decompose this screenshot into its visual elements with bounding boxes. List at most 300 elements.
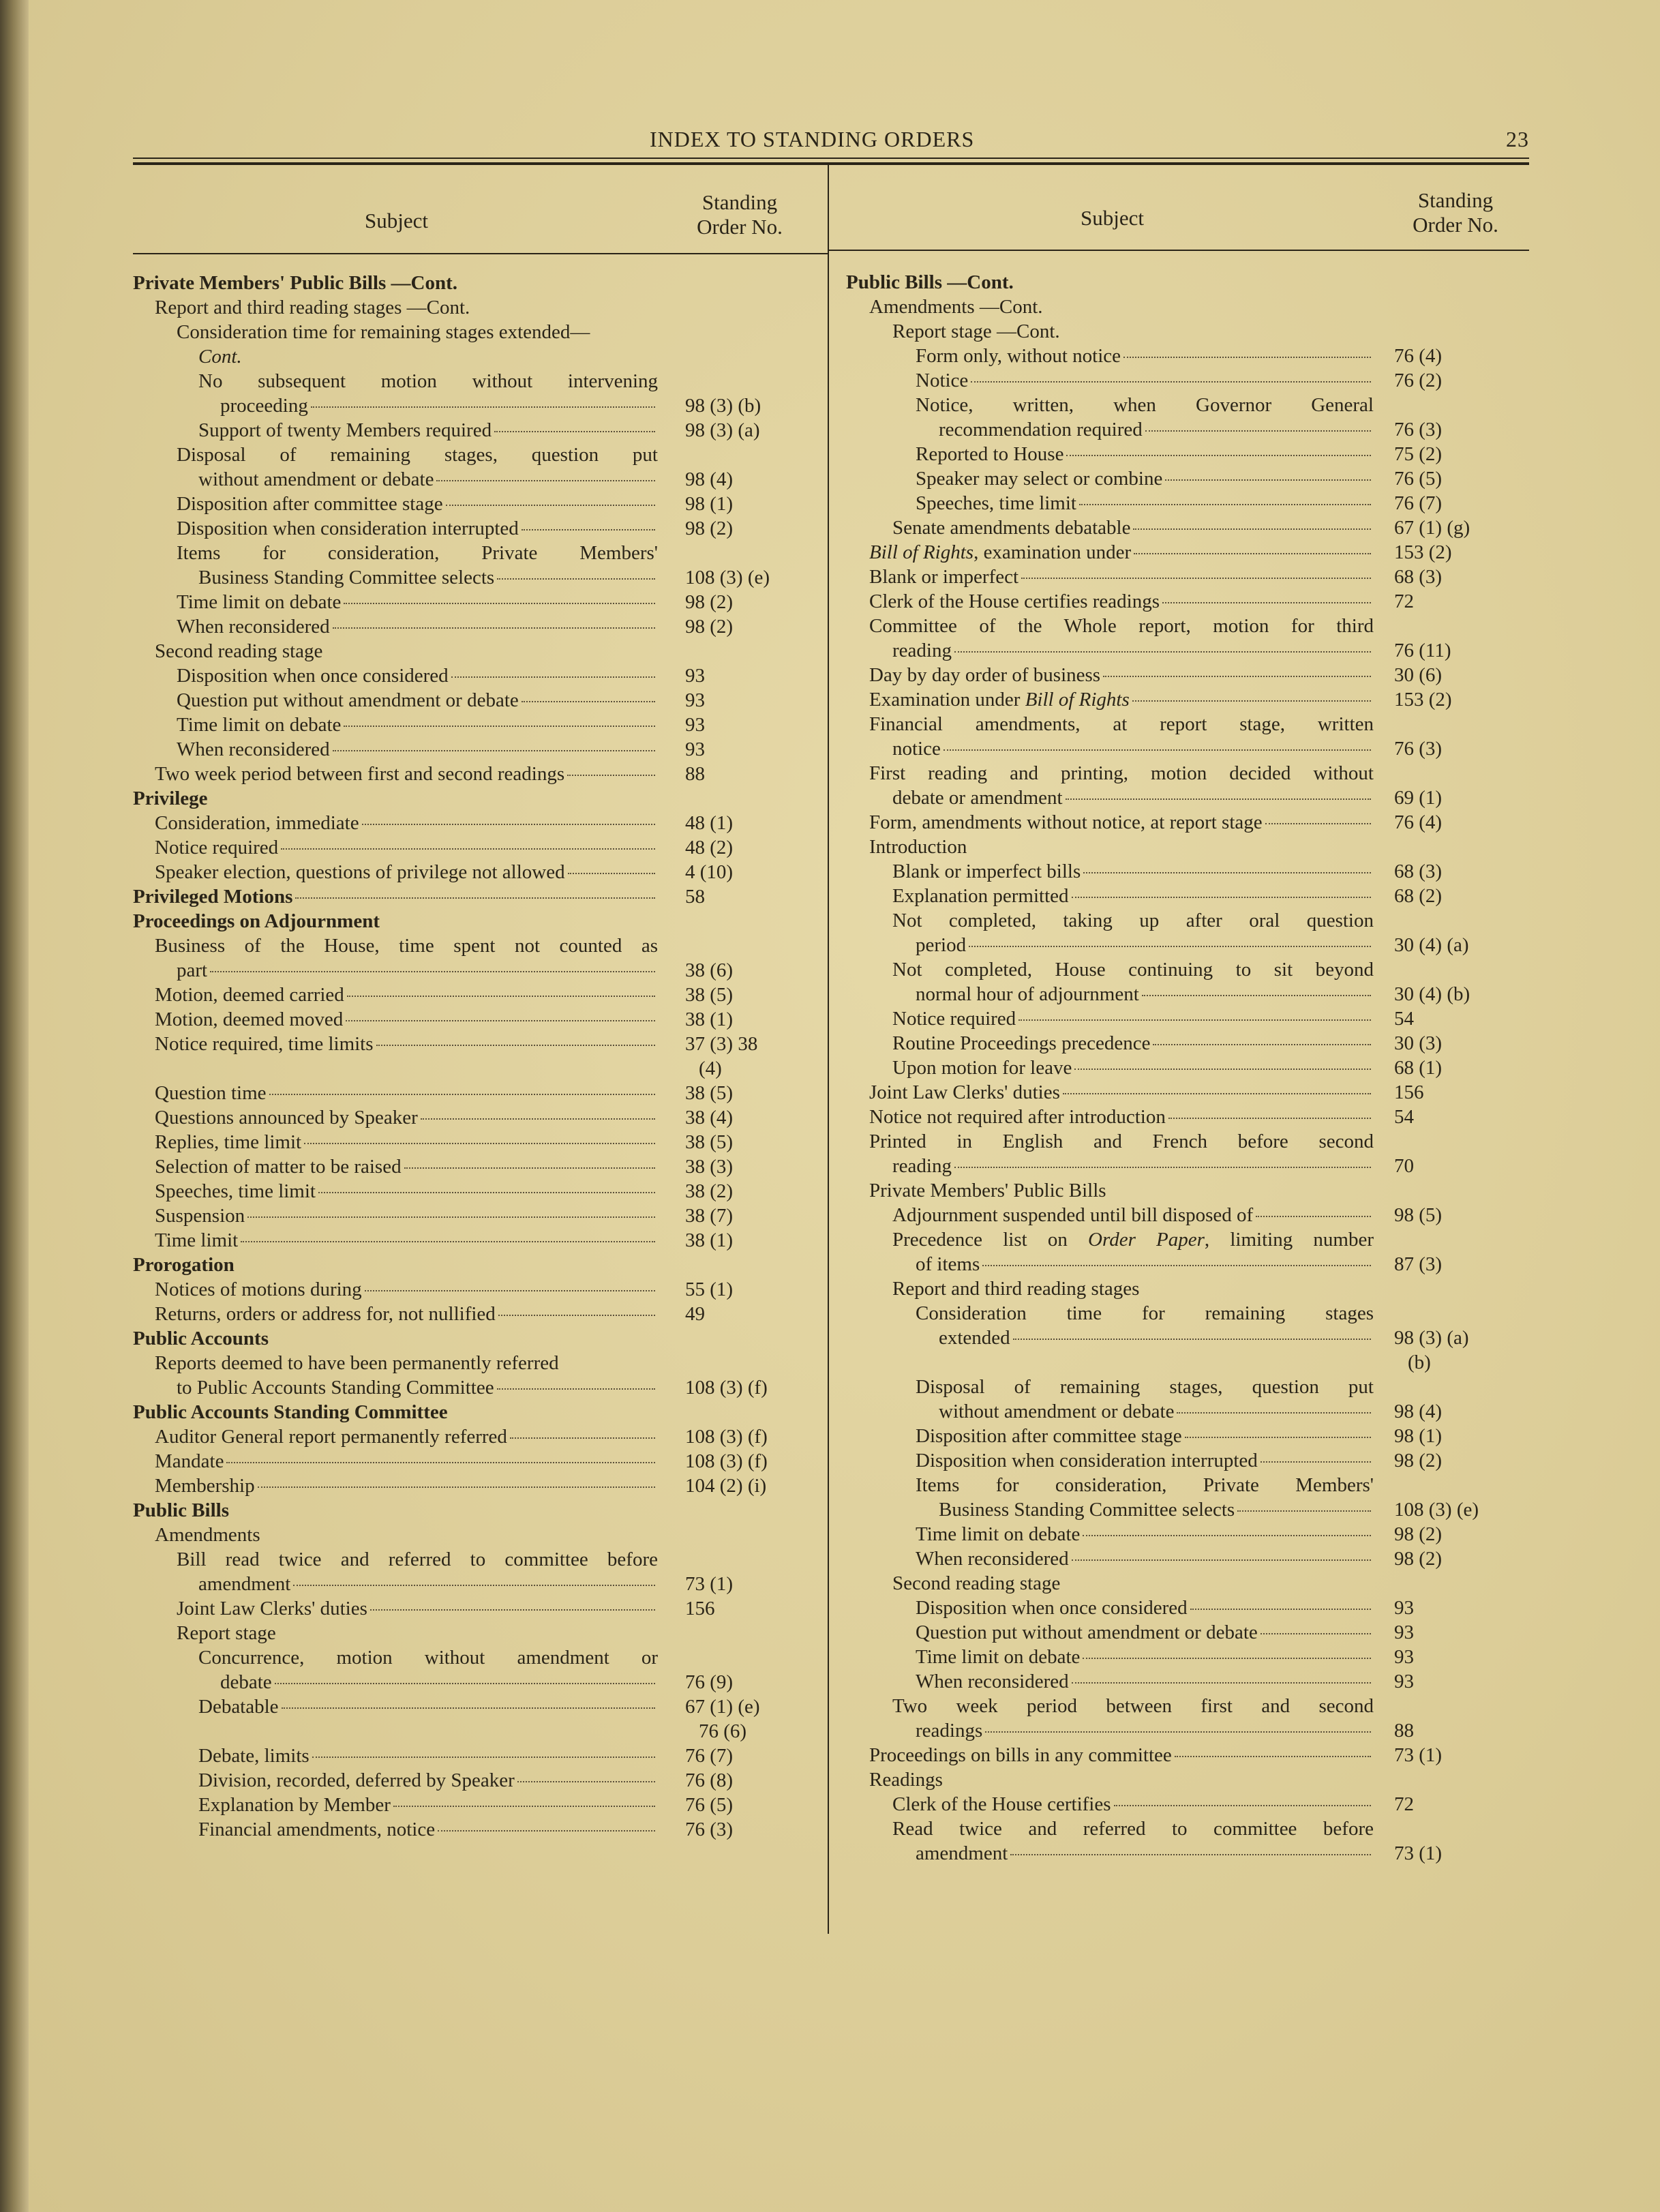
index-entry: [828, 1743, 1443, 1767]
dot-leader: [1072, 1559, 1371, 1561]
standing-order-ref: 67 (1) (g): [1394, 517, 1470, 539]
dot-leader: [1083, 1658, 1371, 1659]
entry-subject: Consideration time for remaining stages: [916, 1302, 1374, 1324]
entry-subject: Clerk of the House certifies: [892, 1793, 1111, 1815]
index-entry: [133, 1424, 768, 1449]
standing-order-ref: 76 (4): [1394, 811, 1443, 833]
index-entry: [133, 1204, 734, 1228]
entry-subject: readings: [916, 1720, 983, 1742]
standing-order-ref: 48 (1): [685, 812, 734, 834]
dot-leader: [1132, 700, 1371, 702]
entry-subject: Disposal of remaining stages, question put: [916, 1376, 1374, 1398]
dot-leader: [1177, 1412, 1371, 1414]
dot-leader: [568, 873, 655, 874]
entry-subject: Notice not required after introduction: [869, 1106, 1166, 1128]
index-entry: [133, 1768, 734, 1793]
index-entry: [828, 1399, 1443, 1424]
index-entry: [133, 958, 734, 983]
index-entry: [828, 614, 1374, 638]
entry-subject: normal hour of adjournment: [916, 983, 1139, 1005]
entry-subject: without amendment or debate: [198, 468, 434, 490]
standing-order-ref: 108 (3) (e): [1394, 1499, 1479, 1521]
index-entry: [133, 1719, 747, 1744]
entry-subject: period: [916, 934, 967, 956]
dot-leader: [370, 1609, 655, 1611]
subject-header: Subject: [1081, 206, 1144, 230]
index-entry: [133, 983, 734, 1007]
dot-leader: [1021, 578, 1371, 579]
page-header: [133, 127, 1529, 154]
dot-leader: [1145, 430, 1371, 432]
standing-order-ref: 68 (3): [1394, 861, 1443, 882]
index-entry: [133, 713, 705, 737]
subject-header: Subject: [365, 209, 428, 233]
dot-leader: [210, 971, 655, 972]
index-entry: [828, 786, 1443, 810]
standing-order-ref: 156: [1394, 1081, 1424, 1103]
entry-subject: Not completed, taking up after oral question: [892, 910, 1374, 931]
index-heading: [133, 786, 658, 811]
index-entry: [828, 1350, 1431, 1375]
index-entry: [828, 638, 1451, 663]
index-entry: [828, 884, 1443, 908]
entry-subject: Notices of motions during: [155, 1279, 362, 1300]
index-entry: [133, 1375, 768, 1400]
dot-leader: [1153, 1044, 1371, 1045]
entry-subject: When reconsidered: [177, 738, 330, 760]
index-entry: [828, 1546, 1443, 1571]
index-entry: [828, 1792, 1414, 1817]
standing-order-ref: 98 (4): [685, 468, 734, 490]
standing-order-header: Standing Order No.: [697, 190, 783, 239]
dot-leader: [365, 1290, 655, 1291]
standing-order-ref: 153 (2): [1394, 541, 1452, 563]
index-entry: [133, 1670, 734, 1694]
standing-order-ref: 4 (10): [685, 861, 734, 883]
entry-subject: proceeding: [220, 395, 308, 417]
index-entry: [828, 1326, 1469, 1350]
index-entry: [133, 1817, 734, 1842]
index-entry: [133, 516, 734, 541]
index-entry: [133, 1793, 734, 1817]
standing-order-ref: 98 (1): [685, 493, 734, 515]
index-entry: [828, 1031, 1443, 1056]
entry-subject: Notice, written, when Governor General: [916, 394, 1374, 416]
dot-leader: [275, 1683, 655, 1684]
dot-leader: [1168, 1118, 1371, 1119]
entry-subject: reading: [892, 640, 952, 661]
index-entry: [828, 442, 1443, 466]
dot-leader: [1175, 1756, 1371, 1757]
index-entry: [828, 1841, 1443, 1866]
entry-subject: Membership: [155, 1475, 255, 1497]
index-entry: [133, 1130, 734, 1154]
standing-order-ref: (4): [699, 1058, 722, 1079]
index-entry: [133, 1744, 734, 1768]
dot-leader: [451, 676, 655, 678]
entry-subject: Read twice and referred to committee before: [892, 1818, 1374, 1840]
entry-subject: Financial amendments, at report stage, written: [869, 713, 1374, 735]
dot-leader: [247, 1216, 655, 1218]
index-entry: [828, 1178, 1374, 1203]
standing-order-ref: 38 (5): [685, 1131, 734, 1153]
standing-order-ref: 70: [1394, 1155, 1414, 1177]
standing-order-ref: 30 (4) (a): [1394, 934, 1469, 956]
index-entry: [133, 811, 734, 835]
entry-subject: Question put without amendment or debate: [916, 1621, 1258, 1643]
index-entry: [133, 688, 705, 713]
dot-leader: [318, 1192, 655, 1193]
standing-order-ref: 98 (2): [685, 518, 734, 539]
index-entry: [133, 443, 658, 467]
entry-subject: Division, recorded, deferred by Speaker: [198, 1769, 515, 1791]
entry-subject: Senate amendments debatable: [892, 517, 1131, 539]
standing-order-ref: 93: [1394, 1671, 1414, 1692]
entry-subject: Report and third reading stages —Cont.: [155, 297, 470, 318]
dot-leader: [1066, 455, 1371, 456]
standing-order-ref: 93: [685, 665, 705, 687]
standing-order-ref: 108 (3) (f): [685, 1450, 768, 1472]
standing-order-ref: 153 (2): [1394, 689, 1452, 711]
dot-leader: [1190, 1609, 1371, 1610]
index-entry: [828, 1448, 1443, 1473]
entry-subject: Speeches, time limit: [916, 492, 1076, 514]
index-entry: [133, 1032, 758, 1056]
index-entry: [133, 1645, 658, 1670]
entry-subject: Adjournment suspended until bill disposed of: [892, 1204, 1254, 1226]
entry-subject: Prorogation: [133, 1254, 235, 1276]
left-column-header: [133, 188, 828, 250]
standing-order-ref: 98 (4): [1394, 1401, 1443, 1422]
index-entry: [828, 1080, 1424, 1105]
entry-subject: Readings: [869, 1769, 943, 1791]
standing-order-ref: 67 (1) (e): [685, 1696, 760, 1718]
standing-order-ref: 93: [685, 689, 705, 711]
page-number: 23: [1506, 127, 1529, 151]
dot-leader: [1261, 1461, 1371, 1463]
dot-leader: [446, 505, 655, 506]
index-entry: [828, 810, 1443, 835]
entry-subject: debate or amendment: [892, 787, 1063, 809]
dot-leader: [1066, 798, 1371, 800]
entry-subject: Routine Proceedings precedence: [892, 1032, 1151, 1054]
standing-order-ref: 68 (3): [1394, 566, 1443, 588]
standing-order-ref: 68 (2): [1394, 885, 1443, 907]
dot-leader: [347, 996, 655, 997]
entry-subject: Business of the House, time spent not counted as: [155, 935, 658, 957]
dot-leader: [1083, 872, 1371, 873]
entry-subject: Public Accounts: [133, 1328, 269, 1349]
dot-leader: [293, 1585, 655, 1586]
index-heading: [133, 1400, 658, 1424]
standing-order-ref: 73 (1): [685, 1573, 734, 1595]
entry-subject: Suspension: [155, 1205, 245, 1227]
entry-subject: Disposal of remaining stages, question put: [177, 444, 658, 466]
standing-order-ref: 73 (1): [1394, 1842, 1443, 1864]
entry-subject: Day by day order of business: [869, 664, 1101, 686]
standing-order-ref: 76 (5): [685, 1794, 734, 1816]
index-heading: [828, 270, 1374, 295]
index-entry: [133, 541, 658, 565]
entry-subject: Committee of the Whole report, motion for third: [869, 615, 1374, 637]
entry-subject: Not completed, House continuing to sit beyond: [892, 959, 1374, 981]
entry-subject: Debate, limits: [198, 1745, 310, 1767]
index-entry: [828, 1203, 1443, 1227]
dot-leader: [1074, 1068, 1371, 1070]
entry-subject: Report and third reading stages: [892, 1278, 1140, 1300]
standing-order-ref: 76 (5): [1394, 468, 1443, 490]
dot-leader: [1114, 1805, 1371, 1806]
index-entry: [133, 1596, 715, 1621]
standing-order-ref: 30 (4) (b): [1394, 983, 1470, 1005]
standing-order-ref: 76 (7): [1394, 492, 1443, 514]
entry-subject: Reports deemed to have been permanently referred: [155, 1352, 559, 1374]
entry-subject: Proceedings on bills in any committee: [869, 1744, 1172, 1766]
column-head-rule-right: [828, 250, 1529, 251]
index-entry: [133, 1081, 734, 1105]
index-entry: [828, 835, 1374, 859]
standing-order-ref: 108 (3) (e): [685, 567, 770, 588]
index-heading: [133, 1253, 658, 1277]
dot-leader: [522, 701, 655, 702]
index-entry: [828, 1522, 1443, 1546]
entry-subject: Items for consideration, Private Members': [916, 1474, 1374, 1496]
standing-order-ref: 98 (3) (a): [1394, 1327, 1469, 1349]
entry-subject: Proceedings on Adjournment: [133, 910, 380, 932]
index-entry: [133, 590, 734, 614]
index-entry: [133, 467, 734, 492]
index-entry: [828, 736, 1443, 761]
dot-leader: [1083, 1535, 1371, 1536]
entry-subject: Time limit on debate: [177, 591, 342, 613]
index-heading: [133, 271, 658, 295]
entry-subject: Auditor General report permanently referred: [155, 1426, 507, 1448]
entry-subject: Replies, time limit: [155, 1131, 302, 1153]
dot-leader: [1261, 1633, 1371, 1634]
entry-subject: Blank or imperfect: [869, 566, 1019, 588]
index-entry: [133, 1523, 658, 1547]
index-heading: [133, 884, 705, 909]
standing-order-header: Standing Order No.: [1413, 188, 1498, 237]
dot-leader: [304, 1143, 655, 1144]
left-index-entries: [133, 271, 828, 1842]
header-rule-bottom: [133, 162, 1529, 165]
index-entry: [133, 1547, 658, 1572]
standing-order-ref: 54: [1394, 1106, 1414, 1128]
entry-subject: Selection of matter to be raised: [155, 1156, 402, 1178]
dot-leader: [393, 1806, 655, 1807]
entry-subject: Bill read twice and referred to committee before: [177, 1549, 658, 1570]
entry-subject: Two week period between first and second readings: [155, 763, 565, 785]
standing-order-ref: 38 (6): [685, 959, 734, 981]
index-entry: [133, 639, 658, 663]
entry-subject: Public Bills: [133, 1499, 230, 1521]
standing-order-ref: 76 (11): [1394, 640, 1451, 661]
entry-subject: without amendment or debate: [939, 1401, 1175, 1422]
index-entry: [133, 320, 658, 344]
entry-subject: Returns, orders or address for, not nullified: [155, 1303, 496, 1325]
standing-order-ref: 93: [685, 738, 705, 760]
index-entry: [828, 859, 1443, 884]
standing-order-ref: 88: [1394, 1720, 1414, 1742]
dot-leader: [497, 578, 655, 580]
index-entry: [133, 1056, 722, 1081]
index-entry: [133, 1621, 658, 1645]
dot-leader: [1079, 504, 1371, 505]
index-entry: [828, 1645, 1414, 1669]
entry-subject: extended: [939, 1327, 1010, 1349]
index-entry: [828, 712, 1374, 736]
standing-order-ref: 76 (3): [1394, 419, 1443, 440]
index-entry: [133, 1228, 734, 1253]
standing-order-ref: 98 (5): [1394, 1204, 1443, 1226]
dot-leader: [954, 651, 1371, 653]
entry-subject: to Public Accounts Standing Committee: [177, 1377, 494, 1399]
entry-subject: Second reading stage: [892, 1572, 1061, 1594]
standing-order-ref: 98 (2): [1394, 1548, 1443, 1570]
entry-subject: Joint Law Clerks' duties: [177, 1598, 367, 1619]
dot-leader: [1142, 995, 1371, 996]
entry-subject: Debatable: [198, 1696, 279, 1718]
standing-order-ref: 48 (2): [685, 837, 734, 858]
standing-order-ref: 76 (6): [699, 1720, 747, 1742]
entry-subject: Form only, without notice: [916, 345, 1121, 367]
dot-leader: [1072, 897, 1371, 898]
standing-order-ref: 68 (1): [1394, 1057, 1443, 1079]
index-entry: [828, 589, 1414, 614]
dot-leader: [1103, 676, 1371, 677]
entry-subject: No subsequent motion without intervening: [198, 370, 658, 392]
standing-order-ref: 98 (3) (b): [685, 395, 761, 417]
index-entry: [133, 614, 734, 639]
dot-leader: [333, 627, 655, 629]
dot-leader: [982, 1265, 1371, 1266]
index-entry: [828, 933, 1469, 957]
entry-subject: Privilege: [133, 788, 208, 809]
entry-subject: Support of twenty Members required: [198, 419, 492, 441]
standing-order-ref: 87 (3): [1394, 1253, 1443, 1275]
dot-leader: [333, 750, 655, 751]
index-entry: [828, 368, 1443, 393]
standing-order-ref: 72: [1394, 591, 1414, 612]
entry-subject: Speaker may select or combine: [916, 468, 1163, 490]
entry-subject: First reading and printing, motion decided without: [869, 762, 1374, 784]
entry-subject: Two week period between first and second: [892, 1695, 1374, 1717]
entry-subject: Privileged Motions: [133, 886, 293, 908]
entry-subject: Notice required: [892, 1008, 1016, 1030]
index-entry: [828, 491, 1443, 515]
index-entry: [133, 492, 734, 516]
dot-leader: [376, 1045, 655, 1046]
standing-order-ref: 76 (4): [1394, 345, 1443, 367]
entry-subject: of items: [916, 1253, 980, 1275]
index-entry: [828, 1105, 1414, 1129]
standing-order-ref: 76 (2): [1394, 370, 1443, 391]
index-heading: [133, 1326, 658, 1351]
entry-subject: Private Members' Public Bills —Cont.: [133, 272, 458, 294]
dot-leader: [344, 726, 655, 727]
index-entry: [828, 466, 1443, 491]
dot-leader: [1185, 1437, 1371, 1438]
index-entry: [828, 1227, 1374, 1252]
entry-subject: Explanation permitted: [892, 885, 1069, 907]
index-entry: [828, 1424, 1443, 1448]
entry-subject: Disposition after committee stage: [177, 493, 443, 515]
entry-subject: Time limit on debate: [916, 1523, 1081, 1545]
index-entry: [828, 1497, 1479, 1522]
standing-order-ref: 72: [1394, 1793, 1414, 1815]
standing-order-ref: 38 (3): [685, 1156, 734, 1178]
index-entry: [133, 295, 658, 320]
right-column-header: [828, 188, 1529, 250]
entry-subject: When reconsidered: [916, 1548, 1069, 1570]
entry-subject: Second reading stage: [155, 640, 323, 662]
index-entry: [828, 982, 1470, 1006]
entry-subject: Question time: [155, 1082, 267, 1104]
dot-leader: [436, 480, 655, 481]
entry-subject: Upon motion for leave: [892, 1057, 1072, 1079]
index-entry: [828, 1154, 1414, 1178]
dot-leader: [510, 1437, 655, 1439]
entry-subject: Precedence list on Order Paper, limiting number: [892, 1229, 1374, 1251]
index-entry: [828, 417, 1443, 442]
standing-order-ref: 58: [685, 886, 705, 908]
index-entry: [133, 418, 760, 443]
standing-order-ref: 104 (2) (i): [685, 1475, 767, 1497]
entry-subject: Form, amendments without notice, at report stage: [869, 811, 1263, 833]
standing-order-ref: 98 (2): [1394, 1450, 1443, 1471]
dot-leader: [522, 529, 655, 530]
standing-order-ref: (b): [1408, 1351, 1431, 1373]
standing-order-ref: 30 (6): [1394, 664, 1443, 686]
entry-subject: Items for consideration, Private Members': [177, 542, 658, 564]
dot-leader: [1162, 602, 1371, 603]
index-entry: [133, 663, 705, 688]
index-entry: [828, 1056, 1443, 1080]
index-entry: [133, 344, 658, 369]
entry-subject: amendment: [916, 1842, 1008, 1864]
dot-leader: [404, 1167, 655, 1169]
dot-leader: [1123, 357, 1371, 358]
index-entry: [828, 1620, 1414, 1645]
dot-leader: [295, 897, 655, 899]
entry-subject: Amendments —Cont.: [869, 296, 1043, 318]
dot-leader: [567, 775, 655, 776]
entry-subject: Reported to House: [916, 443, 1064, 465]
dot-leader: [269, 1094, 655, 1095]
entry-subject: Examination under Bill of Rights: [869, 689, 1130, 711]
index-entry: [828, 1276, 1374, 1301]
entry-subject: Consideration time for remaining stages extended—: [177, 321, 590, 343]
entry-subject: Consideration, immediate: [155, 812, 359, 834]
index-entry: [828, 1767, 1374, 1792]
entry-subject: Public Bills —Cont.: [846, 271, 1014, 293]
index-entry: [828, 1571, 1374, 1596]
index-entry: [828, 1301, 1374, 1326]
standing-order-ref: 38 (4): [685, 1107, 734, 1129]
entry-subject: Concurrence, motion without amendment or: [198, 1647, 658, 1669]
index-entry: [133, 1277, 734, 1302]
standing-order-ref: 75 (2): [1394, 443, 1443, 465]
index-entry: [133, 1351, 658, 1375]
standing-order-ref: 88: [685, 763, 705, 785]
index-entry: [828, 1596, 1414, 1620]
index-entry: [828, 663, 1443, 687]
entry-subject: Disposition when consideration interrupted: [177, 518, 519, 539]
index-entry: [133, 393, 761, 418]
index-entry: [133, 369, 658, 393]
index-heading: [133, 1498, 658, 1523]
